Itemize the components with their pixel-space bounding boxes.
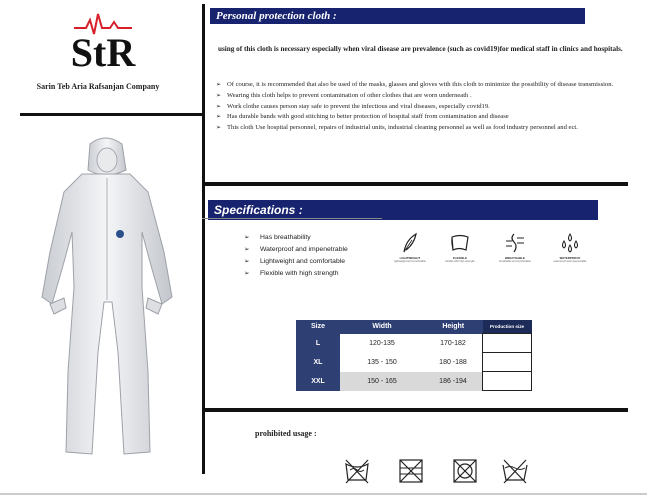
coverall-image bbox=[30, 122, 180, 467]
spec-item: ➢ Waterproof and impenetrable bbox=[244, 244, 348, 256]
column-header: Height bbox=[424, 320, 483, 334]
feature-flexible bbox=[430, 232, 490, 263]
height-cell: 170-182 bbox=[424, 334, 483, 353]
production-size-cell bbox=[483, 353, 532, 372]
feature-title: LIGHTWEIGHT bbox=[399, 256, 421, 260]
bullet-item: ➢ Has durable bands with good stitching to better protection of hospital staff from contamination and disease bbox=[216, 112, 631, 123]
height-cell: 180 -188 bbox=[424, 353, 483, 372]
no-wash-icon bbox=[500, 456, 530, 486]
feature-title: WATERPROOF bbox=[559, 256, 581, 260]
size-table bbox=[296, 320, 532, 391]
spec-item: ➢ Lightweight and comfortable bbox=[244, 256, 348, 268]
specifications-heading-text: Specifications : bbox=[214, 203, 303, 217]
feather-icon bbox=[400, 232, 420, 254]
no-tumble-dry-icon bbox=[450, 456, 480, 486]
spec-item: ➢ Has breathability bbox=[244, 232, 348, 244]
company-name: Sarin Teb Aria Rafsanjan Company bbox=[36, 82, 160, 91]
feature-title: BREATHABLE bbox=[504, 256, 526, 260]
feature-title: FLEXIBLE bbox=[452, 256, 468, 260]
bullet-item: ➢ Work clothe causes person stay safe to prevent the infectious and viral diseases, especially covid19. bbox=[216, 102, 631, 113]
production-size-cell bbox=[483, 334, 532, 353]
no-iron-icon bbox=[396, 456, 426, 486]
vertical-divider bbox=[202, 4, 205, 474]
footer-line bbox=[0, 493, 647, 495]
column-header: Size bbox=[296, 320, 340, 334]
width-cell: 120-135 bbox=[340, 334, 424, 353]
prohibited-heading: prohibited usage : bbox=[255, 429, 317, 438]
width-cell: 135 - 150 bbox=[340, 353, 424, 372]
table-row bbox=[296, 334, 532, 353]
feature-desc: breathable and comfortable bbox=[499, 260, 531, 263]
section-divider bbox=[202, 408, 628, 412]
no-wring-icon bbox=[342, 456, 372, 486]
size-cell: L bbox=[296, 334, 340, 353]
size-cell: XL bbox=[296, 353, 340, 372]
feature-desc: waterproof and impenetrable bbox=[553, 260, 587, 263]
protection-heading: Personal protection cloth : bbox=[210, 8, 585, 24]
production-size-cell bbox=[483, 372, 532, 391]
feature-desc: lightweight and comfortable bbox=[394, 260, 426, 263]
bullet-item: ➢ Of course, it is recommended that also be used of the masks, glasses and gloves with this cloth to minimize the possibility of disease transmission. bbox=[216, 80, 631, 91]
bullet-item: ➢ This cloth Use hospital personnel, repairs of industrial units, industrial cleaning personnel as well as food industry personnel and ect. bbox=[216, 123, 631, 134]
feature-breathable bbox=[485, 232, 545, 263]
company-logo bbox=[66, 8, 140, 76]
thin-divider bbox=[202, 218, 382, 219]
feature-waterproof bbox=[540, 232, 600, 263]
column-header: Width bbox=[340, 320, 424, 334]
table-row bbox=[296, 372, 532, 391]
table-header-row bbox=[296, 320, 532, 334]
spec-list bbox=[244, 232, 348, 280]
spec-item: ➢ Flexible with high strength bbox=[244, 268, 348, 280]
width-cell: 150 - 165 bbox=[340, 372, 424, 391]
feature-desc: flexible with high strength bbox=[445, 260, 475, 263]
section-divider bbox=[202, 182, 628, 186]
bullet-item: ➢ Wearing this cloth helps to prevent contamination of other clothes that are worn underneath . bbox=[216, 91, 631, 102]
breathable-icon bbox=[504, 232, 526, 254]
column-header: Production size bbox=[483, 320, 532, 334]
height-cell: 186 -194 bbox=[424, 372, 483, 391]
logo-badge-icon bbox=[116, 230, 124, 238]
protection-intro: using of this cloth is necessary especially when viral disease are prevalence (such as covid19)for medical staff in clinics and hospitals. bbox=[218, 45, 623, 53]
logo-text: StR bbox=[70, 30, 136, 75]
left-divider bbox=[20, 113, 203, 116]
size-cell: XXL bbox=[296, 372, 340, 391]
fabric-icon bbox=[449, 232, 471, 254]
specifications-heading bbox=[208, 200, 598, 220]
protection-bullets bbox=[216, 80, 631, 134]
waterproof-icon bbox=[559, 232, 581, 254]
table-row bbox=[296, 353, 532, 372]
